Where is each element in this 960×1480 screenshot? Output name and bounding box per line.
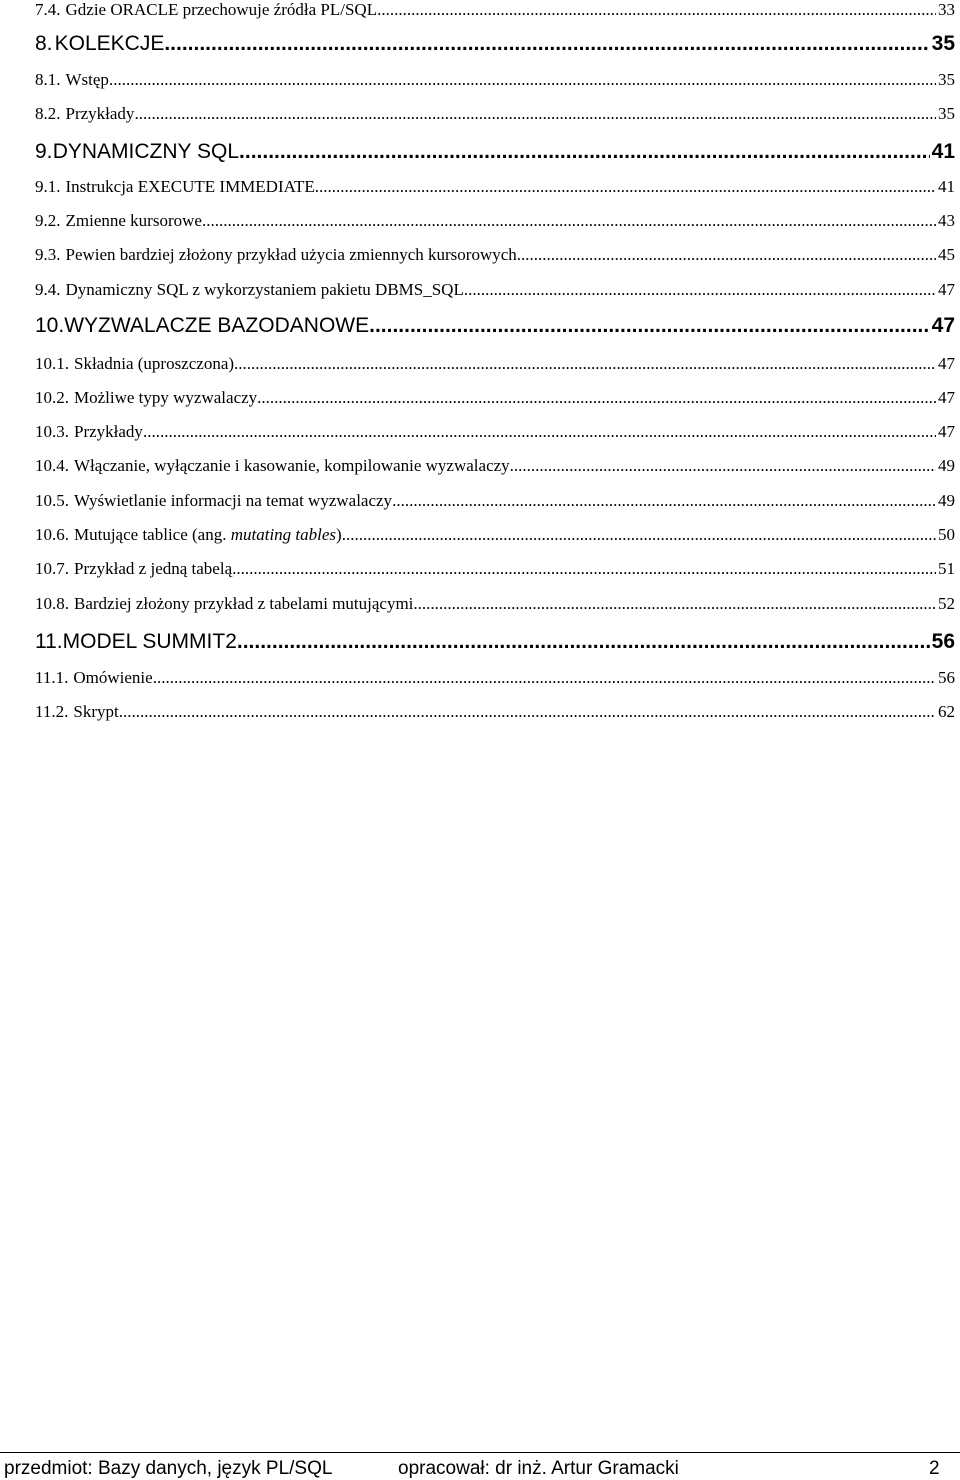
toc-entry-title-text: DYNAMICZNY SQL: [52, 140, 240, 163]
toc-entry-page-number: 47: [938, 354, 955, 373]
toc-entry-number: 11.1.: [35, 668, 69, 687]
toc-entry-title: [66, 280, 464, 300]
toc-entry-number: 10.3.: [35, 422, 69, 441]
toc-dot-leader: [119, 702, 936, 722]
toc-section-entry[interactable]: [35, 211, 955, 231]
toc-entry-page-number: 45: [938, 245, 955, 264]
toc-chapter-entry[interactable]: [35, 630, 955, 654]
toc-dot-leader: [202, 211, 936, 231]
toc-entry-number: 8.: [35, 32, 53, 55]
toc-entry-page-number: 47: [938, 388, 955, 407]
toc-entry-title-text: KOLEKCJE: [54, 32, 165, 55]
toc-entry-title: [66, 177, 315, 197]
toc-entry-title: [66, 104, 135, 124]
toc-entry-title-text: Dynamiczny SQL z wykorzystaniem pakietu DBMS_SQL: [65, 280, 464, 299]
toc-entry-number: 10.1.: [35, 354, 69, 373]
toc-entry-title-text: Przykłady: [74, 422, 143, 441]
toc-dot-leader: [232, 559, 936, 579]
toc-dot-leader: [377, 0, 936, 20]
toc-section-entry[interactable]: [35, 456, 955, 476]
toc-entry-number: 9.1.: [35, 177, 61, 196]
toc-dot-leader: [109, 70, 936, 90]
toc-section-entry[interactable]: [35, 525, 955, 545]
toc-entry-page-number: 56: [938, 668, 955, 687]
toc-entry-title: [74, 388, 257, 408]
toc-entry-title-text: Gdzie ORACLE przechowuje źródła PL/SQL: [65, 0, 378, 19]
toc-entry-title-text: WYZWALACZE BAZODANOWE: [64, 314, 370, 337]
toc-entry-title: [74, 491, 392, 511]
toc-entry-title: [74, 354, 234, 374]
toc-entry-page-number: 49: [938, 456, 955, 475]
toc-section-entry[interactable]: [35, 422, 955, 442]
toc-dot-leader: [517, 245, 936, 265]
toc-entry-title-text: Włączanie, wyłączanie i kasowanie, kompilowanie wyzwalaczy: [74, 456, 510, 475]
toc-chapter-entry[interactable]: [35, 314, 955, 338]
toc-dot-leader: [369, 314, 930, 338]
toc-entry-title-suffix: ): [336, 525, 342, 544]
toc-dot-leader: [464, 280, 936, 300]
toc-entry-number: 10.6.: [35, 525, 69, 544]
toc-entry-title-text: Przykłady: [65, 104, 135, 123]
toc-entry-number: 9.: [35, 140, 53, 163]
toc-dot-leader: [134, 104, 936, 124]
toc-entry-number: 10.2.: [35, 388, 69, 407]
toc-dot-leader: [392, 491, 936, 511]
toc-dot-leader: [257, 388, 936, 408]
toc-entry-page-number: 47: [931, 314, 955, 337]
toc-dot-leader: [510, 456, 936, 476]
toc-entry-page-number: 62: [938, 702, 955, 721]
toc-entry-number: 11.: [35, 630, 63, 653]
footer-subject: przedmiot: Bazy danych, język PL/SQL: [4, 1458, 333, 1479]
toc-entry-page-number: 47: [938, 280, 955, 299]
toc-entry-title: [53, 140, 239, 164]
toc-dot-leader: [413, 594, 936, 614]
toc-entry-title-text: Możliwe typy wyzwalaczy: [74, 388, 258, 407]
toc-dot-leader: [239, 140, 930, 164]
toc-entry-number: 8.1.: [35, 70, 61, 89]
toc-entry-number: 9.2.: [35, 211, 61, 230]
toc-entry-title-text: Pewien bardziej złożony przykład użycia zmiennych kursorowych: [65, 245, 517, 264]
toc-entry-title: [74, 559, 232, 579]
toc-entry-title: [66, 70, 109, 90]
footer-page-number: 2: [929, 1458, 940, 1479]
toc-entry-page-number: 33: [938, 0, 955, 19]
toc-entry-title-text: Składnia (uproszczona): [74, 354, 235, 373]
toc-entry-title-text: Bardziej złożony przykład z tabelami mutującymi: [74, 594, 414, 613]
toc-entry-page-number: 50: [938, 525, 955, 544]
toc-dot-leader: [342, 525, 936, 545]
toc-dot-leader: [153, 668, 936, 688]
footer-author: opracował: dr inż. Artur Gramacki: [398, 1458, 679, 1479]
toc-dot-leader: [234, 354, 936, 374]
toc-entry-title-text: Mutujące tablice (ang.: [74, 525, 231, 544]
toc-entry-title: [66, 0, 378, 20]
toc-entry-page-number: 35: [938, 104, 955, 123]
toc-entry-page-number: 41: [931, 140, 955, 163]
toc-entry-number: 7.4.: [35, 0, 61, 19]
toc-entry-number: 9.4.: [35, 280, 61, 299]
toc-entry-number: 10.8.: [35, 594, 69, 613]
toc-entry-page-number: 56: [931, 630, 955, 653]
toc-entry-title: [64, 314, 369, 338]
toc-section-entry[interactable]: [35, 702, 955, 722]
toc-entry-number: 9.3.: [35, 245, 61, 264]
toc-section-entry[interactable]: [35, 668, 955, 688]
toc-entry-title-text: Skrypt: [73, 702, 119, 721]
toc-entry-number: 10.5.: [35, 491, 69, 510]
toc-section-entry[interactable]: [35, 70, 955, 90]
toc-entry-page-number: 35: [931, 32, 955, 55]
toc-entry-page-number: 35: [938, 70, 955, 89]
page-footer: [0, 1452, 960, 1480]
toc-entry-number: 10.7.: [35, 559, 69, 578]
toc-dot-leader: [315, 177, 936, 197]
toc-entry-title: [74, 422, 143, 442]
toc-chapter-entry[interactable]: [35, 140, 955, 164]
toc-section-entry[interactable]: [35, 594, 955, 614]
toc-section-entry[interactable]: [35, 245, 955, 265]
toc-entry-title-emphasis: mutating tables: [230, 525, 337, 544]
toc-entry-title-text: Omówienie: [73, 668, 153, 687]
toc-entry-title-text: Przykład z jedną tabelą: [74, 559, 233, 578]
toc-entry-title: [55, 32, 165, 56]
toc-entry-title-text: Wyświetlanie informacji na temat wyzwalaczy: [74, 491, 393, 510]
toc-entry-title-text: Wstęp: [65, 70, 109, 89]
toc-entry-number: 8.2.: [35, 104, 61, 123]
toc-dot-leader: [164, 32, 929, 56]
toc-section-entry[interactable]: [35, 559, 955, 579]
toc-entry-page-number: 41: [938, 177, 955, 196]
toc-entry-title: [73, 668, 152, 688]
toc-entry-number: 10.4.: [35, 456, 69, 475]
toc-entry-page-number: 49: [938, 491, 955, 510]
toc-section-entry[interactable]: [35, 388, 955, 408]
toc-dot-leader: [237, 630, 930, 654]
toc-entry-number: 11.2.: [35, 702, 69, 721]
toc-section-entry[interactable]: [35, 104, 955, 124]
toc-entry-title: [74, 525, 342, 545]
toc-entry-page-number: 47: [938, 422, 955, 441]
toc-section-entry[interactable]: [35, 491, 955, 511]
toc-entry-title-text: Zmienne kursorowe: [65, 211, 202, 230]
toc-section-entry[interactable]: [35, 0, 955, 20]
toc-entry-number: 10.: [35, 314, 65, 337]
toc-section-entry[interactable]: [35, 280, 955, 300]
toc-entry-page-number: 43: [938, 211, 955, 230]
toc-section-entry[interactable]: [35, 354, 955, 374]
toc-entry-title: [66, 245, 517, 265]
toc-chapter-entry[interactable]: [35, 32, 955, 56]
toc-entry-title: [74, 456, 510, 476]
toc-entry-title: [66, 211, 202, 231]
toc-entry-title: [73, 702, 118, 722]
toc-entry-title-text: MODEL SUMMIT2: [62, 630, 237, 653]
toc-dot-leader: [143, 422, 936, 442]
toc-entry-title: [74, 594, 413, 614]
toc-section-entry[interactable]: [35, 177, 955, 197]
toc-entry-title: [63, 630, 237, 654]
toc-entry-title-text: Instrukcja EXECUTE IMMEDIATE: [65, 177, 315, 196]
toc-entry-page-number: 51: [938, 559, 955, 578]
toc-entry-page-number: 52: [938, 594, 955, 613]
